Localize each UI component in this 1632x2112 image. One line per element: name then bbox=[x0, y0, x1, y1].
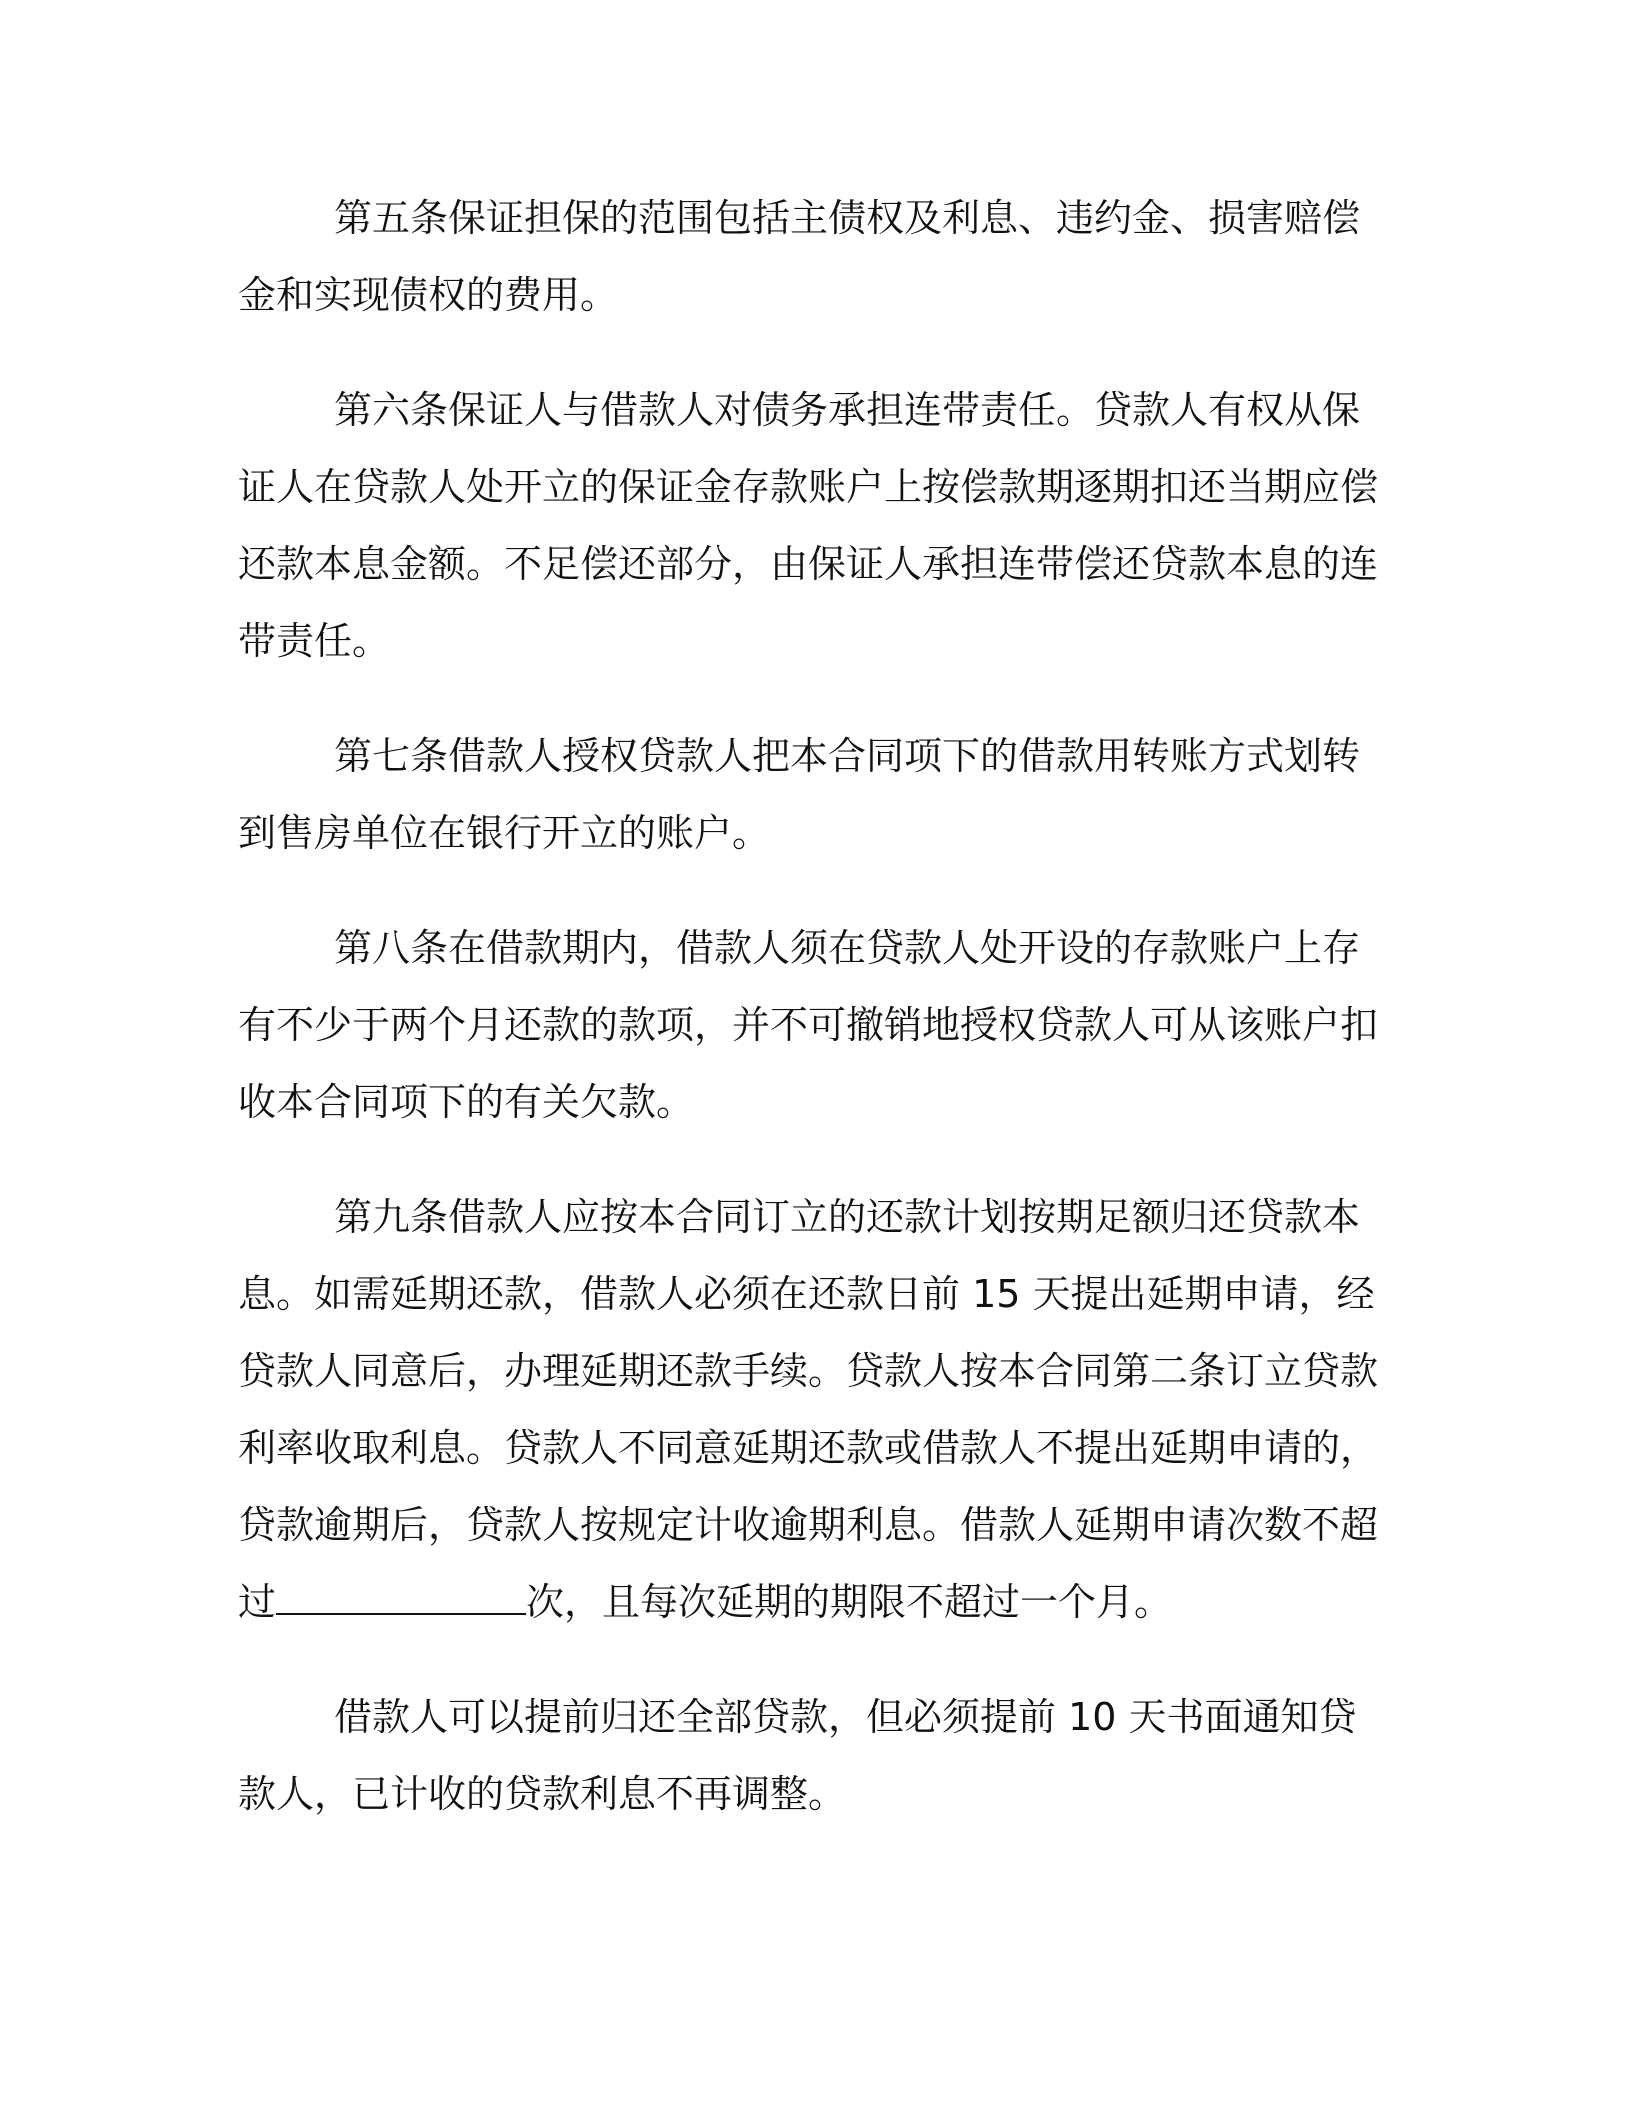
article-5-text: 第五条保证担保的范围包括主债权及利息、违约金、损害赔偿金和实现债权的费用。 bbox=[238, 196, 1361, 317]
article-5-paragraph bbox=[238, 180, 1388, 334]
article-9-text-after-blank: 次，且每次延期的期限不超过一个月。 bbox=[526, 1580, 1173, 1624]
fill-in-blank-line bbox=[276, 1573, 526, 1615]
article-7-text: 第七条借款人授权贷款人把本合同项下的借款用转账方式划转到售房单位在银行开立的账户。 bbox=[238, 734, 1361, 855]
article-6-paragraph bbox=[238, 372, 1388, 680]
prepayment-paragraph bbox=[238, 1679, 1388, 1833]
document-body bbox=[238, 180, 1388, 1871]
article-9-text-before-blank: 第九条借款人应按本合同订立的还款计划按期足额归还贷款本息。如需延期还款，借款人必须在还款日前 15 天提出延期申请，经贷款人同意后，办理延期还款手续。贷款人按本合同第二条订立贷款利率收取利息。贷款人不同意延期还款或借款人不提出延期申请的，贷款逾期后，贷款人按规定计收逾期利息。借款人延期申请次数不超过 bbox=[238, 1195, 1379, 1624]
article-9-paragraph bbox=[238, 1179, 1388, 1641]
article-6-text: 第六条保证人与借款人对债务承担连带责任。贷款人有权从保证人在贷款人处开立的保证金存款账户上按偿款期逐期扣还当期应偿还款本息金额。不足偿还部分，由保证人承担连带偿还贷款本息的连带责任。 bbox=[238, 388, 1379, 663]
prepayment-text: 借款人可以提前归还全部贷款，但必须提前 10 天书面通知贷款人，已计收的贷款利息不再调整。 bbox=[238, 1695, 1357, 1816]
article-8-text: 第八条在借款期内，借款人须在贷款人处开设的存款账户上存有不少于两个月还款的款项，并不可撤销地授权贷款人可从该账户扣收本合同项下的有关欠款。 bbox=[238, 926, 1379, 1124]
article-8-paragraph bbox=[238, 910, 1388, 1141]
article-7-paragraph bbox=[238, 718, 1388, 872]
